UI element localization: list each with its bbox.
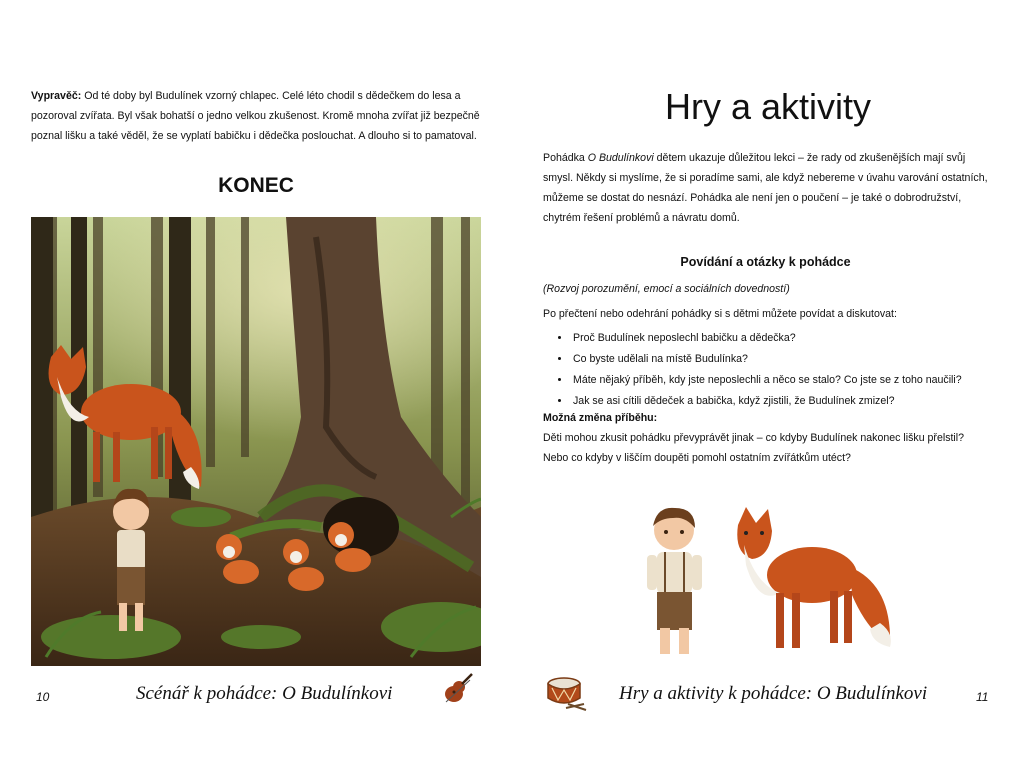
list-item: • Máte nějaký příběh, kdy jste neposlechli a něco se stalo? Co jste se z toho naučili? bbox=[571, 370, 1016, 391]
page-number: 10 bbox=[36, 690, 50, 704]
narrator-text: Od té doby byl Budulínek vzorný chlapec. Celé léto chodil s dědečkem do lesa a pozoroval zvířata. Byl však bohatší o jedno velkou zkušenost. Kromě mnoha zvířat již bezpečně poznal lišku a také věděl, že se vyplatí babičku i dědečka poslouchat. A dlouho si to pamatoval. bbox=[31, 90, 480, 142]
forest-illustration bbox=[31, 217, 481, 666]
page-title: Hry a aktivity bbox=[664, 86, 872, 127]
list-item: • Co byste udělali na místě Budulínka? bbox=[571, 349, 1016, 370]
change-heading: Možná změna příběhu: bbox=[543, 412, 658, 424]
question-list bbox=[543, 328, 1016, 412]
section-lead: Po přečtení nebo odehrání pohádky si s dětmi můžete povídat a diskutovat: bbox=[543, 308, 897, 320]
intro-paragraph bbox=[543, 148, 988, 228]
story-ending-text bbox=[31, 86, 481, 146]
fox-illustration bbox=[732, 505, 897, 655]
list-item: • Proč Budulínek neposlechl babičku a dědečka? bbox=[571, 328, 1016, 349]
section-subtitle: (Rozvoj porozumění, emocí a sociálních dovedností) bbox=[543, 283, 790, 295]
drum-icon bbox=[544, 674, 588, 712]
change-text: Děti mohou zkusit pohádku převyprávět jinak – co kdyby Budulínek nakonec lišku přelstil? Nebo co kdyby v liščím doupěti pomohl ostatním zvířátkům utéct? bbox=[543, 432, 965, 464]
story-name: O Budulínkovi bbox=[587, 152, 654, 164]
narrator-label: Vypravěč: bbox=[31, 90, 82, 102]
intro-suffix: dětem ukazuje důležitou lekci – že rady od zkušenějších mají svůj smysl. Někdy si myslíme, že si poradíme sami, ale když nebereme v úvahu varování ostatních, můžeme se dostat do nesnází. Pohádka ale není jen o poučení – je také o dobrodružství, chytrém řešení problémů a návratu domů. bbox=[543, 152, 988, 224]
section-heading: Povídání a otázky k pohádce bbox=[680, 255, 851, 269]
intro-prefix: Pohádka bbox=[543, 152, 588, 164]
end-title: KONEC bbox=[218, 174, 294, 197]
list-item: • Jak se asi cítili dědeček a babička, když zjistili, že Budulínek zmizel? bbox=[571, 391, 1016, 412]
boy-illustration bbox=[637, 500, 712, 660]
footer-title: Hry a aktivity k pohádce: O Budulínkovi bbox=[619, 683, 928, 704]
footer-title: Scénář k pohádce: O Budulínkovi bbox=[136, 683, 393, 704]
violin-icon bbox=[440, 672, 476, 708]
right-page bbox=[512, 0, 1024, 768]
page-number: 11 bbox=[976, 690, 989, 704]
